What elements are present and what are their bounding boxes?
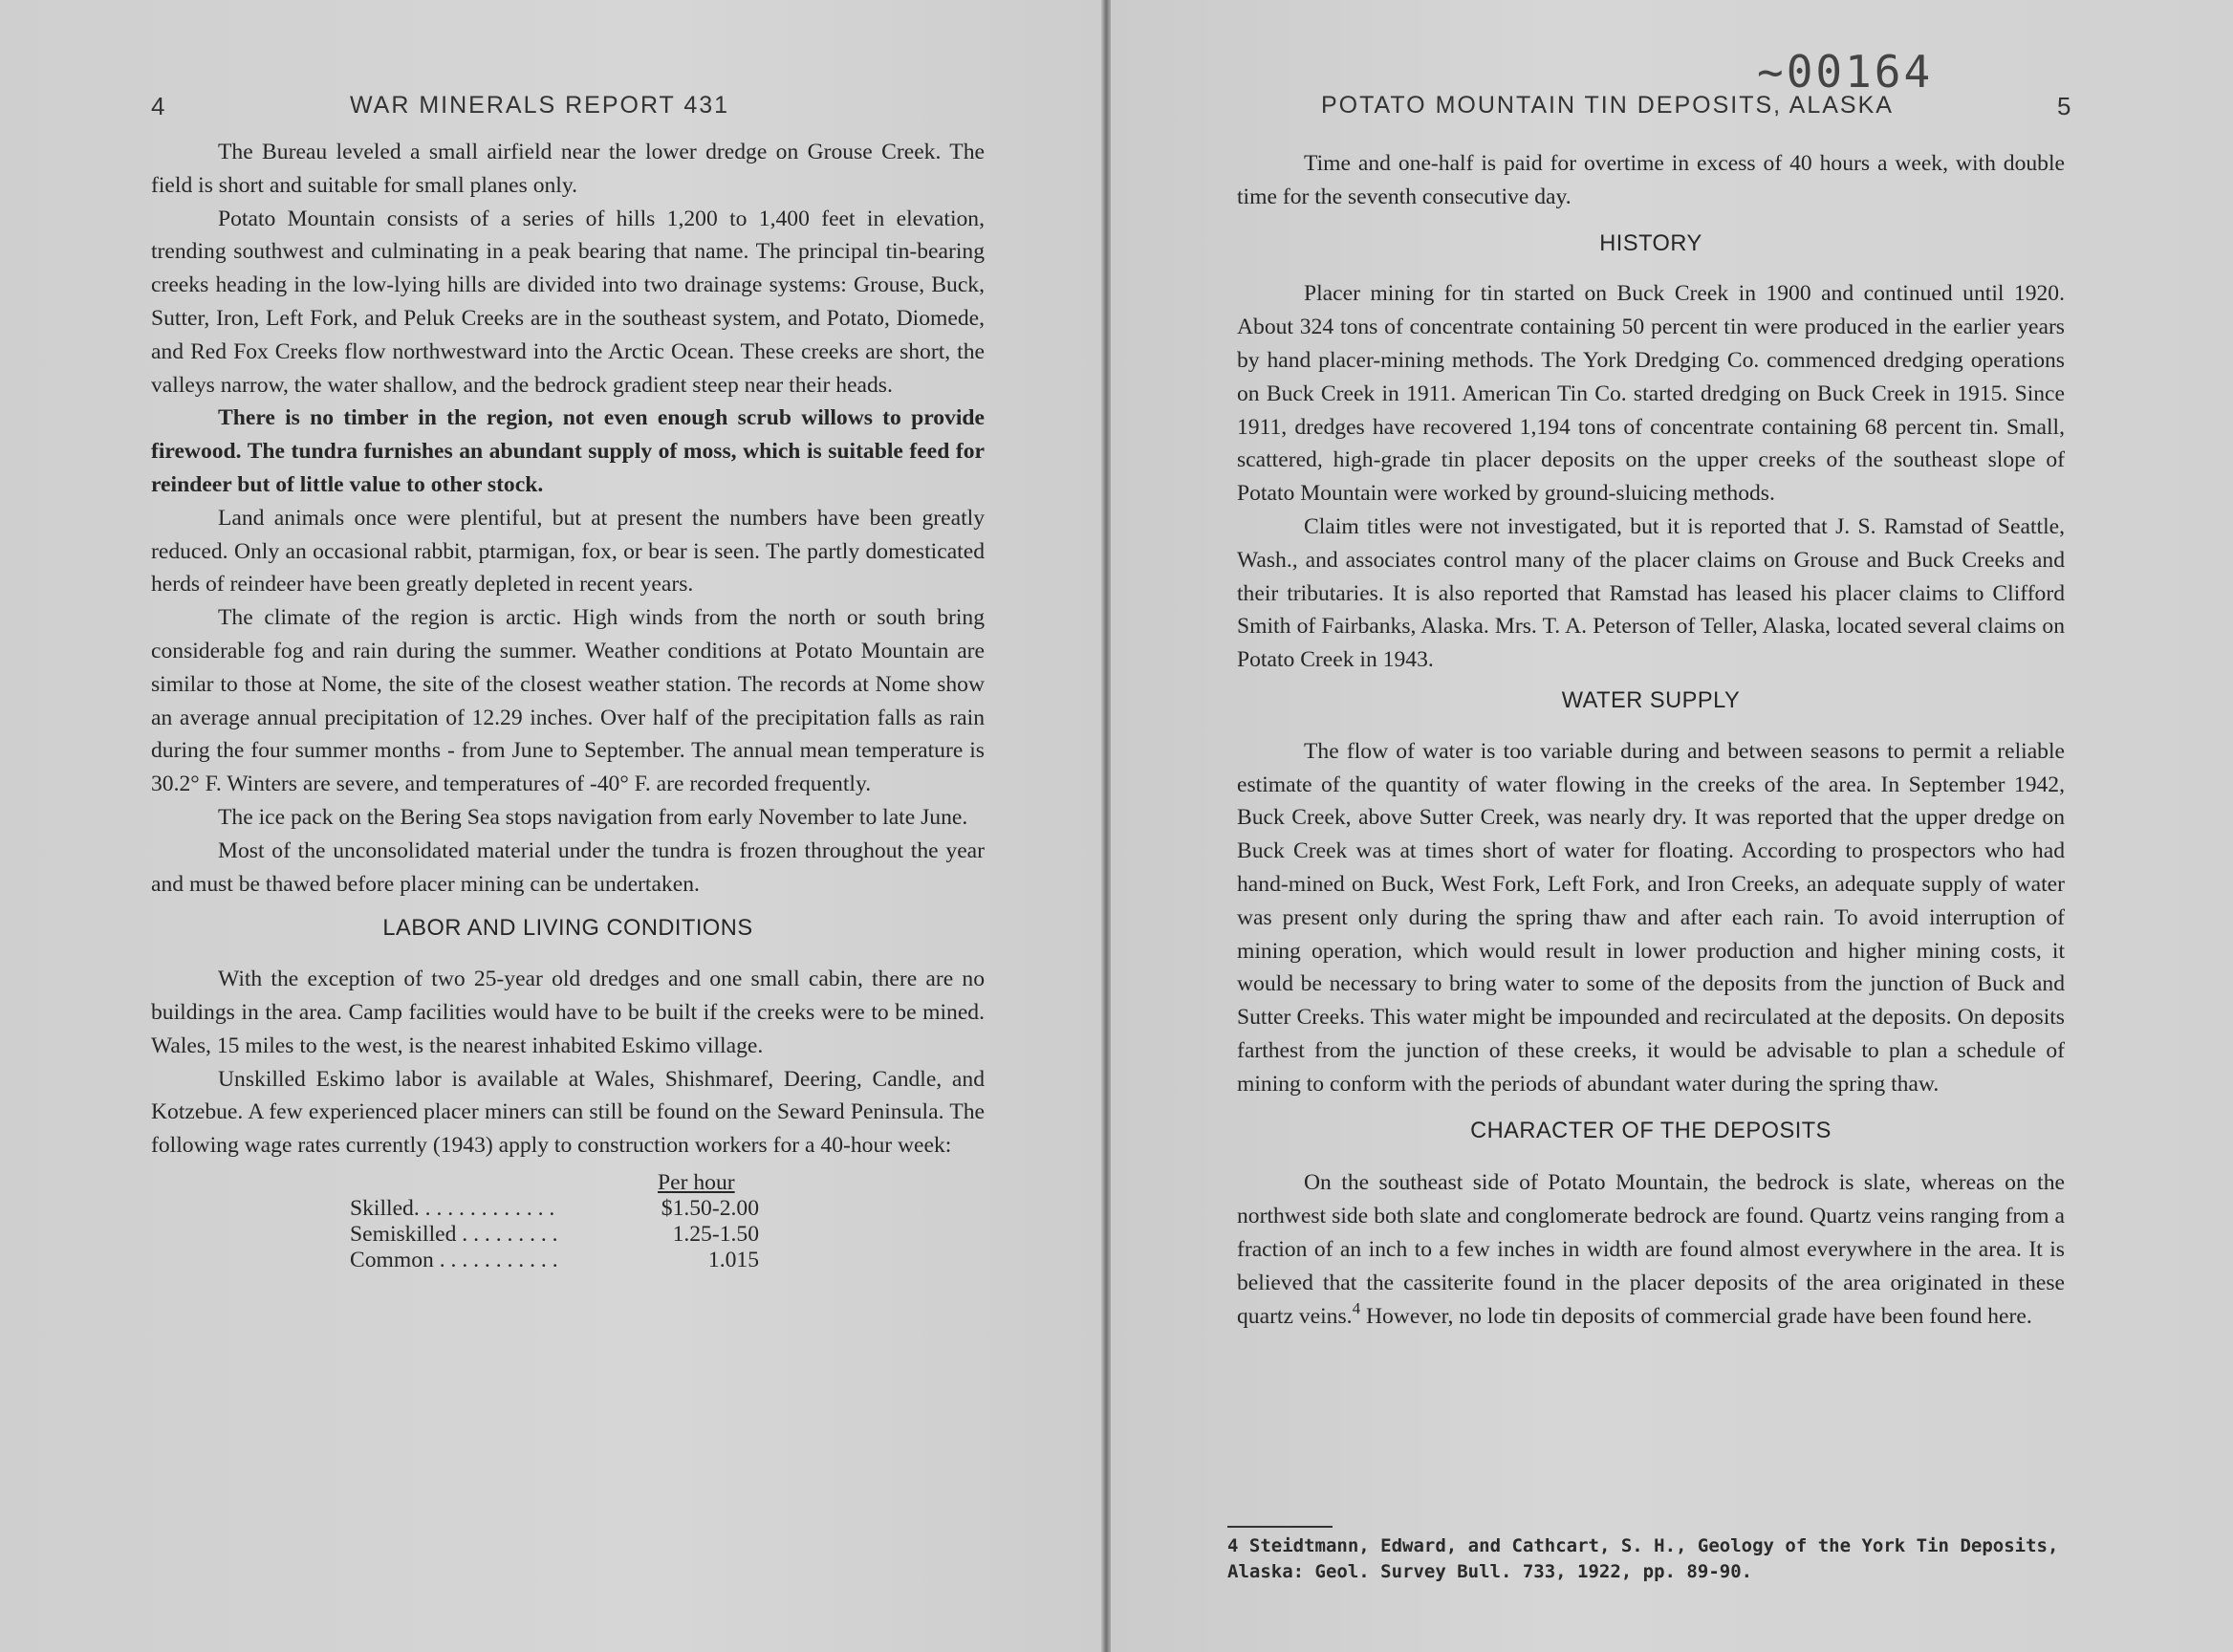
wage-label: Common . . . . . . . . . . . — [350, 1247, 558, 1272]
paragraph: The flow of water is too variable during and between seasons to permit a reliable estimate of the quantity of water flowing in the creeks of the area. In September 1942, Buck Creek, above Sutter Creek, was nearly dry. It was reported that the upper dredge on Buck Creek was at times short of water for floating. According to prospectors who had hand-mined on Buck, West Fork, Left Fork, and Iron Creeks, an adequate supply of water was present only during the spring thaw and after each rain. To avoid interruption of mining operation, which would result in lower production and higher mining costs, it would be necessary to bring water to some of the deposits from the junction of Buck and Sutter Creeks. This water might be impounded and recirculated at the deposits. On deposits farthest from the junction of these creeks, it would be advisable to plan a schedule of mining to conform with the periods of abundant water during the spring thaw. — [1237, 738, 2065, 1097]
table-row — [350, 1195, 759, 1222]
table-row — [350, 1221, 759, 1248]
footnote-text: Steidtmann, Edward, and Cathcart, S. H., Geology of the York Tin Deposits, Alaska: Geol. Survey Bull. 733, 1922, pp. 89-90. — [1227, 1535, 2059, 1582]
paragraph: Unskilled Eskimo labor is available at Wales, Shishmaref, Deering, Candle, and Kotzebue. A few experienced placer miners can still be found on the Seward Peninsula. The following wage rates currently (1943) apply to construction workers for a 40-hour week: — [151, 1066, 985, 1159]
wage-rate: $1.50-2.00 — [661, 1195, 759, 1221]
left-page — [0, 0, 1103, 1652]
paragraph: The ice pack on the Bering Sea stops navigation from early November to late June. — [218, 804, 968, 830]
running-header: POTATO MOUNTAIN TIN DEPOSITS, ALASKA — [1321, 92, 1894, 119]
page-number: 4 — [151, 92, 165, 120]
footnote-reference: 4 — [1352, 1298, 1361, 1317]
paragraph: With the exception of two 25-year old dredges and one small cabin, there are no buildings in the area. Camp facilities would have to be built if the creeks were to be mined. Wales, 15 miles to the west, is the nearest inhabited Eskimo village. — [151, 967, 985, 1058]
paragraph: Time and one-half is paid for overtime in excess of 40 hours a week, with double time for the seventh consecutive day. — [1237, 151, 2065, 209]
table-row — [350, 1247, 759, 1273]
wage-table-header: Per hour — [658, 1169, 735, 1195]
archive-stamp: ~00164 — [1757, 46, 1934, 98]
section-heading: WATER SUPPLY — [1561, 687, 1741, 713]
paragraph: Potato Mountain consists of a series of hills 1,200 to 1,400 feet in elevation, trending southwest and culminating in a peak bearing that name. The principal tin-bearing creeks heading in the low-lying hills are divided into two drainage systems: Grouse, Buck, Sutter, Iron, Left Fork, and Peluk Creeks are in the southeast system, and Potato, Diomede, and Red Fox Creeks flow northwestward into the Arctic Ocean. These creeks are short, the valleys narrow, the water shallow, and the bedrock gradient steep near their heads. — [151, 206, 985, 398]
section-heading: LABOR AND LIVING CONDITIONS — [382, 916, 753, 942]
footnote-rule — [1227, 1526, 1333, 1528]
wage-rate: 1.25-1.50 — [672, 1221, 759, 1247]
section-heading: HISTORY — [1599, 230, 1702, 256]
paragraph-text: However, no lode tin deposits of commercial grade have been found here. — [1365, 1303, 2032, 1329]
wage-label: Semiskilled . . . . . . . . . — [350, 1221, 558, 1247]
paragraph-text: On the southeast side of Potato Mountain, the bedrock is slate, whereas on the northwest side both slate and conglomerate bedrock are found. Quartz veins ranging from a fraction of an inch to a few inches in width are found almost everywhere in the area. It is believed that the cassiterite found in the placer deposits of the area originated in these quartz veins. — [1237, 1170, 2065, 1329]
running-header: WAR MINERALS REPORT 431 — [350, 92, 730, 119]
paragraph: Claim titles were not investigated, but it is reported that J. S. Ramstad of Seattle, Wash., and associates control many of the placer claims on Grouse and Buck Creeks and their tributaries. It is also reported that Ramstad has leased his placer claims to Clifford Smith of Fairbanks, Alaska. Mrs. T. A. Peterson of Teller, Alaska, located several claims on Potato Creek in 1943. — [1237, 513, 2065, 673]
page-number: 5 — [2057, 92, 2071, 120]
paragraph: The climate of the region is arctic. High winds from the north or south bring considerable fog and rain during the summer. Weather conditions at Potato Mountain are similar to those at Nome, the site of the closest weather station. The records at Nome show an average annual precipitation of 12.29 inches. Over half of the precipitation falls as rain during the four summer months - from June to September. The annual mean temperature is 30.2° F. Winters are severe, and temperatures of -40° F. are recorded frequently. — [151, 605, 985, 797]
paragraph — [1237, 1166, 2065, 1333]
left-column — [151, 136, 985, 1272]
footnote-number: 4 — [1227, 1535, 1239, 1556]
paragraph: The Bureau leveled a small airfield near the lower dredge on Grouse Creek. The field is short and suitable for small planes only. — [151, 140, 985, 198]
wage-table — [151, 1166, 985, 1272]
wage-label: Skilled. . . . . . . . . . . . . — [350, 1195, 555, 1221]
paragraph: There is no timber in the region, not even enough scrub willows to provide firewood. The tundra furnishes an abundant supply of moss, which is suitable feed for reindeer but of little value to other stock. — [151, 405, 985, 497]
paragraph: Most of the unconsolidated material under the tundra is frozen throughout the year and must be thawed before placer mining can be undertaken. — [151, 837, 985, 897]
right-column — [1237, 147, 2065, 1333]
footnote — [1227, 1533, 2069, 1585]
paragraph: Land animals once were plentiful, but at present the numbers have been greatly reduced. Only an occasional rabbit, ptarmigan, fox, or bear is seen. The partly domesticated herds of reindeer have been greatly depleted in recent years. — [151, 505, 985, 598]
section-heading: CHARACTER OF THE DEPOSITS — [1470, 1118, 1832, 1143]
wage-rate: 1.015 — [707, 1247, 759, 1272]
paragraph: Placer mining for tin started on Buck Creek in 1900 and continued until 1920. About 324 tons of concentrate containing 50 percent tin were produced in the earlier years by hand placer-mining methods. The York Dredging Co. commenced dredging operations on Buck Creek in 1911. American Tin Co. started dredging on Buck Creek in 1915. Since 1911, dredges have recovered 1,194 tons of concentrate containing 68 percent tin. Small, scattered, high-grade tin placer deposits on the upper creeks of the southeast slope of Potato Mountain were worked by ground-sluicing methods. — [1237, 281, 2065, 507]
